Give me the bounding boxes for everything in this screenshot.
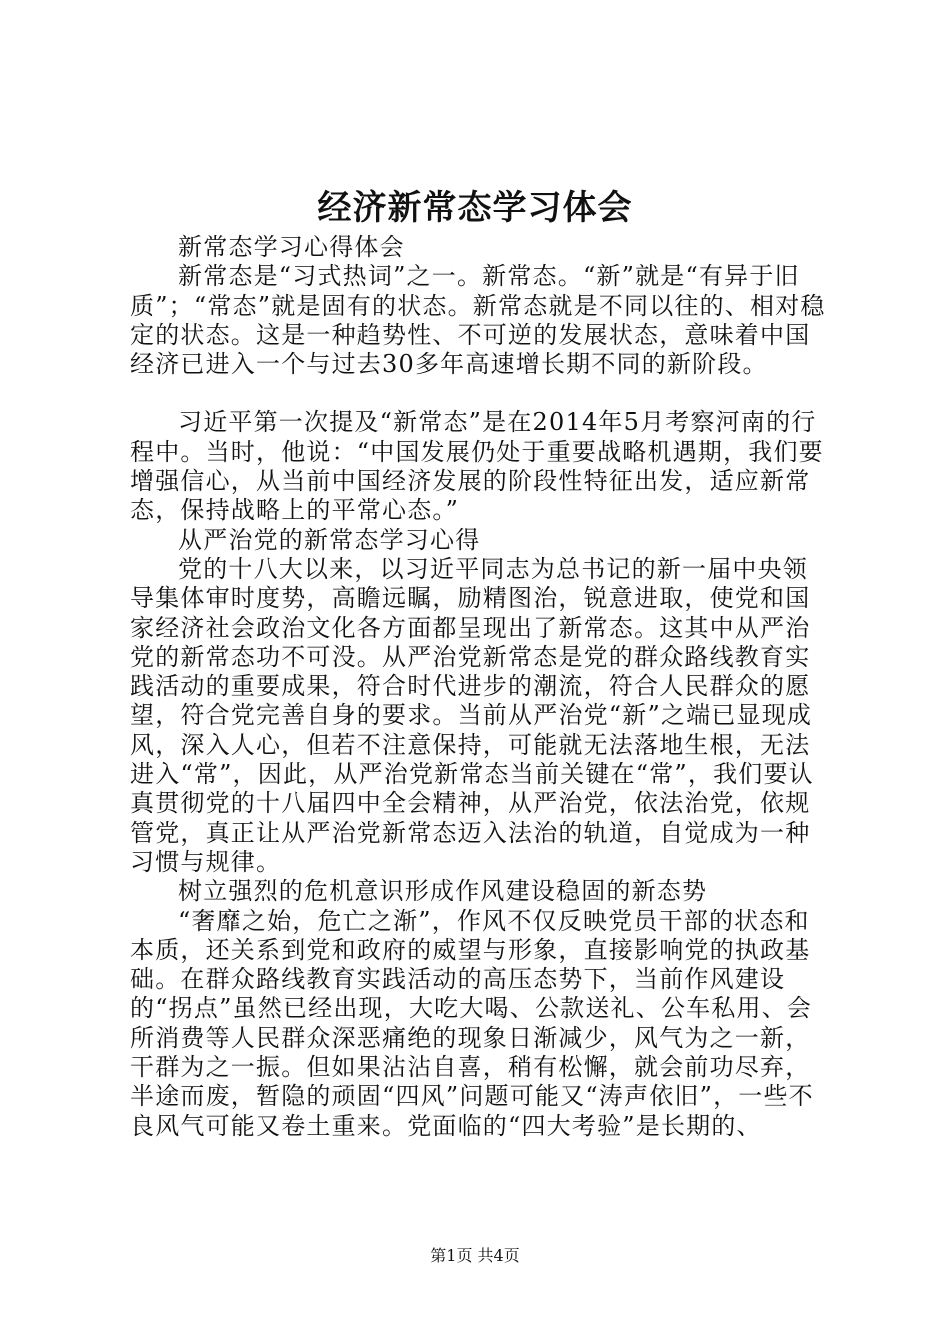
paragraph-subtitle-new-normal: 新常态学习心得体会 xyxy=(178,233,405,261)
paragraph-new-normal-definition: 新常态是“习式热词”之一。新常态。“新”就是“有异于旧质”；“常态”就是固有的状态。新常态就是不同以往的、相对稳定的状态。这是一种趋势性、不可逆的发展状态，意味着中国经济已进入一个与过去30多年高速增长期不同的新阶段。 xyxy=(130,262,826,379)
document-body xyxy=(130,233,830,1141)
paragraph-first-mention: 习近平第一次提及“新常态”是在2014年5月考察河南的行程中。当时，他说：“中国发展仍处于重要战略机遇期，我们要增强信心，从当前中国经济发展的阶段性特征出发，适应新常态，保持战略上的平常心态。” xyxy=(130,408,824,525)
page-number-footer: 第1页 共4页 xyxy=(430,1246,520,1265)
paragraph-strict-governance: 党的十八大以来，以习近平同志为总书记的新一届中央领导集体审时度势，高瞻远瞩，励精图治，锐意进取，使党和国家经济社会政治文化各方面都呈现出了新常态。这其中从严治党的新常态功不可没。从严治党新常态是党的群众路线教育实践活动的重要成果，符合时代进步的潮流，符合人民群众的愿望，符合党完善自身的要求。当前从严治党“新”之端已显现成风，深入人心，但若不注意保持，可能就无法落地生根，无法进入“常”，因此，从严治党新常态当前关键在“常”，我们要认真贯彻党的十八届四中全会精神，从严治党，依法治党，依规管党，真正让从严治党新常态迈入法治的轨道，自觉成为一种习惯与规律。 xyxy=(130,554,814,876)
paragraph-subtitle-crisis-awareness: 树立强烈的危机意识形成作风建设稳固的新态势 xyxy=(178,877,708,906)
paragraph-work-style: “奢靡之始，危亡之渐”，作风不仅反映党员干部的状态和本质，还关系到党和政府的威望与形象，直接影响党的执政基础。在群众路线教育实践活动的高压态势下，当前作风建设的“拐点”虽然已经出现，大吃大喝、公款送礼、公车私用、会所消费等人民群众深恶痛绝的现象日渐减少，风气为之一新，干群为之一振。但如果沾沾自喜，稍有松懈，就会前功尽弃，半途而废，暂隐的顽固“四风”问题可能又“涛声依旧”，一些不良风气可能又卷土重来。党面临的“四大考验”是长期的、 xyxy=(130,906,814,1140)
document-title: 经济新常态学习体会 xyxy=(317,188,633,228)
paragraph-subtitle-strict-governance: 从严治党的新常态学习心得 xyxy=(178,525,481,554)
